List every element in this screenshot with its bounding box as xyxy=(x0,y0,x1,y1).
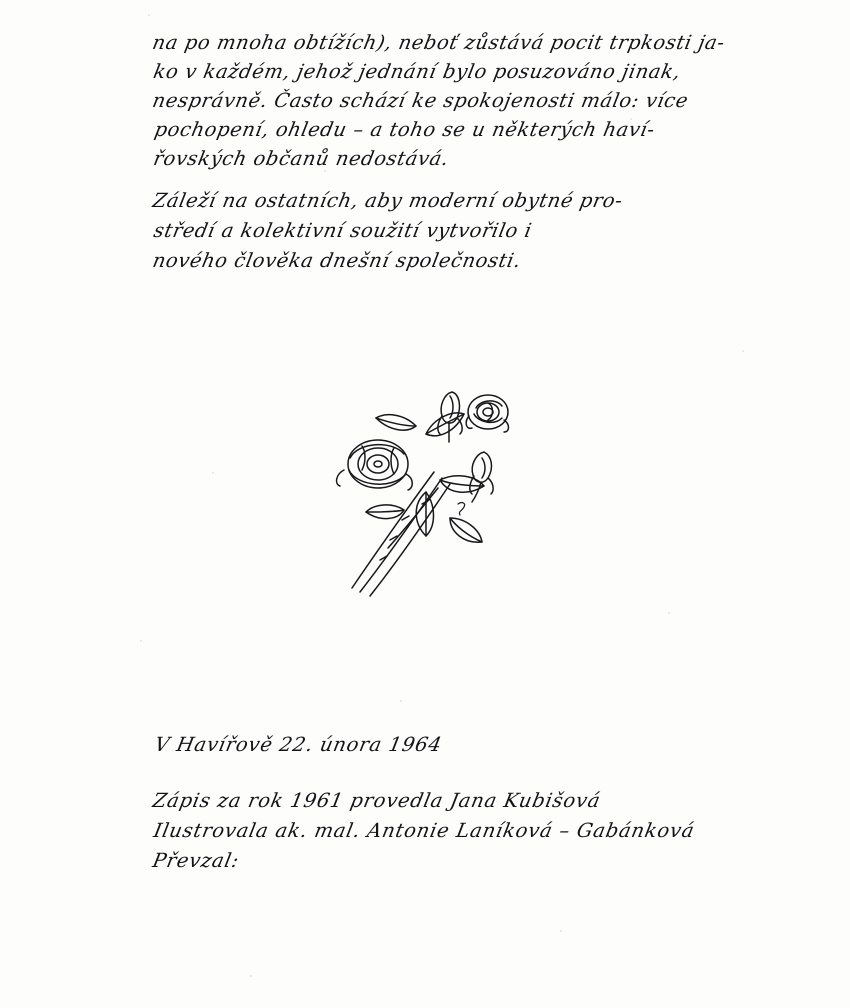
text-line: nesprávně. Často schází ke spokojenosti málo: více xyxy=(150,89,691,112)
colophon-credits xyxy=(150,786,750,876)
paper-speck xyxy=(668,612,670,614)
place-and-date-line: V Havířově 22. února 1964 xyxy=(152,733,445,756)
paper-speck xyxy=(742,350,744,352)
text-line: Záleží na ostatních, aby moderní obytné pro- xyxy=(150,189,625,212)
credit-line-scribe: Zápis za rok 1961 provedla Jana Kubišová xyxy=(150,789,603,812)
credit-line-received-by: Převzal: xyxy=(150,849,242,872)
paper-speck xyxy=(400,700,402,702)
text-line: pochopení, ohledu – a toho se u některých haví- xyxy=(152,118,657,141)
paper-speck xyxy=(140,640,142,642)
body-paragraph-1 xyxy=(150,28,750,173)
paper-speck xyxy=(560,930,562,932)
text-line: řovských občanů nedostává. xyxy=(151,147,451,170)
rose-branch-drawing xyxy=(330,360,550,600)
text-line: ko v každém, jehož jednání bylo posuzováno jinak, xyxy=(151,60,683,83)
text-line: na po mnoha obtížích), neboť zůstává pocit trpkosti ja- xyxy=(150,31,727,54)
paper-speck xyxy=(250,975,252,977)
colophon-date xyxy=(152,730,752,760)
text-line: středí a kolektivní soužití vytvořilo i xyxy=(151,219,535,242)
body-paragraph-2 xyxy=(150,186,750,276)
paper-speck xyxy=(148,14,150,16)
paper-speck xyxy=(212,472,214,474)
credit-line-illustrator: Ilustrovala ak. mal. Antonie Laníková – Gabánková xyxy=(151,819,697,842)
text-line: nového člověka dnešní společnosti. xyxy=(150,249,524,272)
